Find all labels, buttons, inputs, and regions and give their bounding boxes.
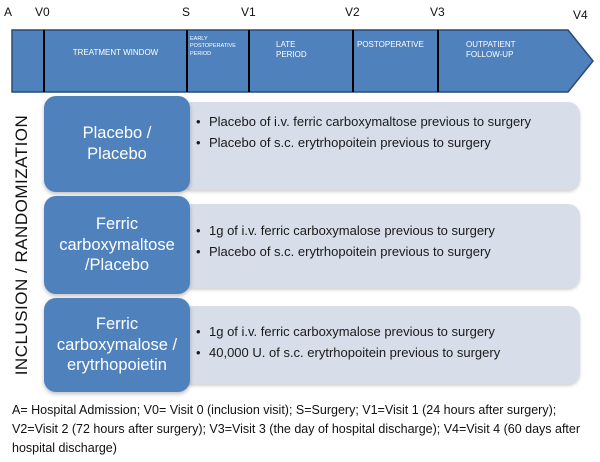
arm-1-items [196, 113, 576, 154]
phase-line: LATE [276, 40, 296, 49]
phase-line: OUTPATIENT [466, 40, 516, 49]
arm-2-box [44, 196, 190, 294]
visit-label-v1: V1 [241, 5, 256, 19]
arm-2-items [196, 222, 576, 263]
phase-early-postoperative [190, 36, 248, 58]
phase-postoperative [357, 40, 424, 50]
phase-line: EARLY [190, 36, 208, 42]
phase-line: PERIOD [276, 50, 307, 59]
arm-1-box [44, 96, 190, 192]
visit-label-a: A [4, 5, 13, 19]
side-title: INCLUSION / RANDOMIZATION [12, 114, 31, 376]
phase-treatment-window [44, 48, 187, 58]
phase-late-period [276, 40, 307, 60]
list-item: • Placebo of s.c. erytrhopoitein previous to surgery [196, 134, 576, 152]
visit-label-v3: V3 [430, 5, 445, 19]
phase-line: TREATMENT WINDOW [72, 48, 159, 57]
arm-name-line: Ferric [95, 215, 139, 234]
arm-3-box [44, 298, 190, 392]
arm-name-line: carboxymalose / [56, 335, 178, 354]
visit-label-s: S [182, 5, 191, 19]
list-item: • Placebo of i.v. ferric carboxymaltose previous to surgery [196, 113, 576, 131]
inclusion-randomization-label [8, 100, 36, 390]
phase-line: POSTOPERATIVE [190, 43, 236, 50]
visit-legend-footnote: A= Hospital Admission; V0= Visit 0 (inclusion visit); S=Surgery; V1=Visit 1 (24 hours after surgery); V2=Visit 2 (72 hours after surgery); V3=Visit 3 (the day of hospital discharge); V4=Visit 4 (60 days after hospital discharge) [12, 403, 581, 455]
list-item: • 1g of i.v. ferric carboxymalose previous to surgery [196, 323, 576, 341]
list-item: • 40,000 U. of s.c. erytrhopoitein previous to surgery [196, 344, 576, 362]
arm-name-line: carboxymaltose [59, 235, 175, 254]
phase-line: POSTOPERATIVE [357, 40, 424, 49]
phase-line: PERIOD [190, 50, 212, 57]
phase-outpatient-follow-up [466, 40, 515, 60]
arm-3-items [196, 323, 576, 364]
phase-line: FOLLOW-UP [466, 50, 514, 59]
visit-label-v2: V2 [345, 5, 360, 19]
arm-name-line: Ferric [95, 315, 139, 334]
arm-name-line: Placebo / [82, 124, 152, 143]
arm-name-line: /Placebo [84, 256, 150, 275]
arm-name-line: Placebo [87, 145, 147, 163]
list-item: • 1g of i.v. ferric carboxymalose previous to surgery [196, 222, 576, 240]
visit-label-v4: V4 [573, 8, 588, 22]
arm-name-line: erytrhopoietin [67, 356, 167, 375]
list-item: • Placebo of s.c. erytrhopoitein previous to surgery [196, 243, 576, 261]
visit-label-v0: V0 [35, 5, 50, 19]
